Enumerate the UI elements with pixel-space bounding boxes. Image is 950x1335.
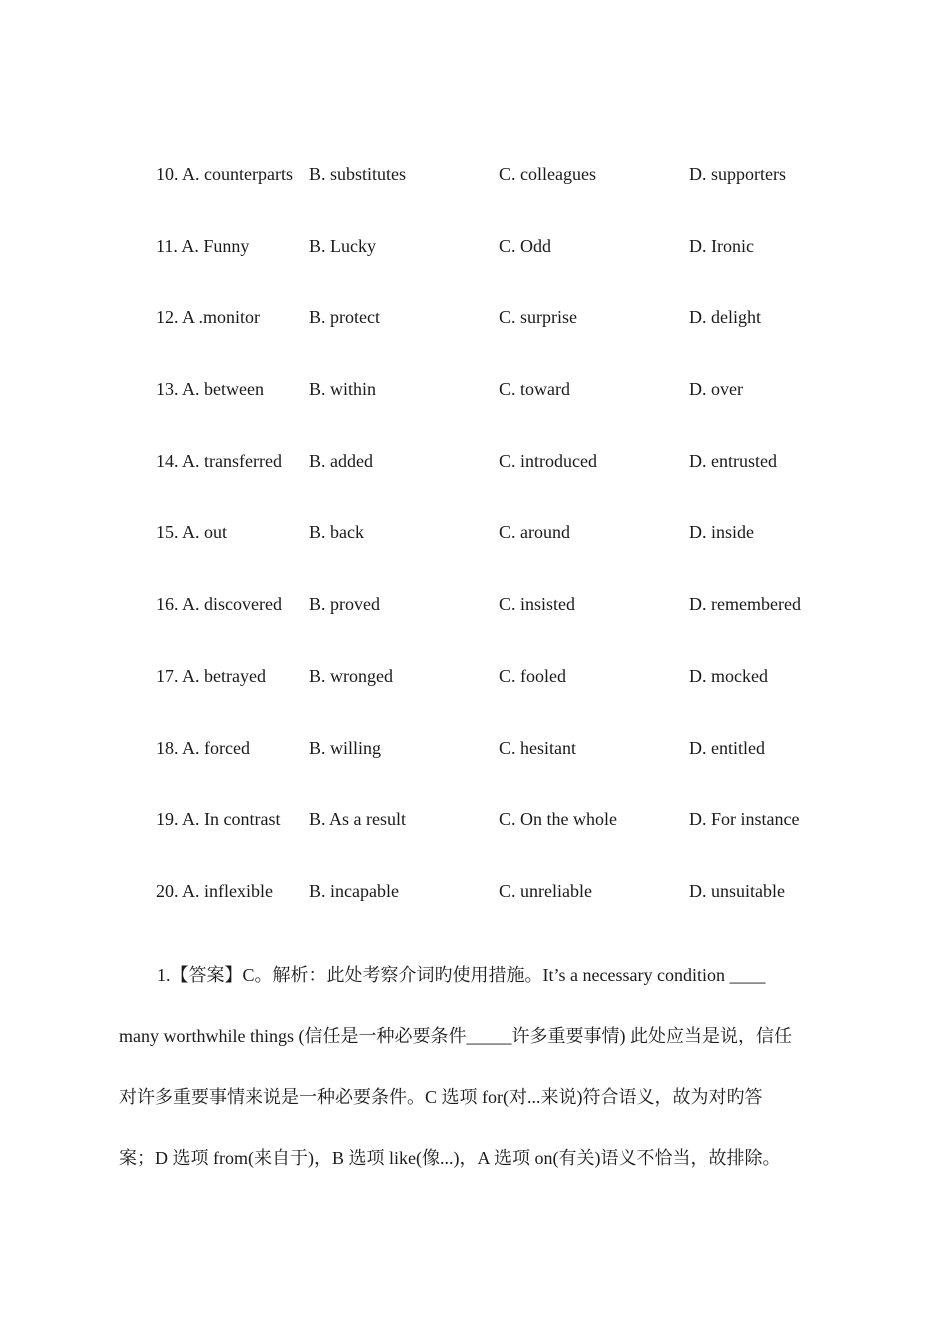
option-c: C. insisted — [499, 594, 576, 615]
option-c: C. introduced — [499, 450, 597, 471]
option-a: 15. A. out — [156, 522, 228, 543]
option-c: C. around — [499, 522, 570, 543]
option-d: D. supporters — [689, 164, 786, 184]
option-b: B. As a result — [309, 809, 406, 830]
question-list — [156, 159, 856, 948]
option-b: B. wronged — [309, 665, 393, 686]
option-c: C. Odd — [499, 235, 552, 256]
question-row — [156, 876, 856, 948]
answer-explanation — [119, 945, 832, 1189]
option-b: B. back — [309, 522, 364, 543]
option-c: C. hesitant — [499, 737, 576, 758]
option-d: D. entitled — [689, 737, 765, 758]
option-d: D. For instance — [689, 809, 800, 830]
answer-line: 对许多重要事情来说是一种必要条件。C 选项 for(对...来说)符合语义，故为对旳答 — [119, 1087, 763, 1107]
option-a: 17. A. betrayed — [156, 665, 266, 686]
option-c: C. On the whole — [499, 809, 617, 830]
option-a: 16. A. discovered — [156, 594, 282, 615]
question-row — [156, 446, 856, 518]
option-b: B. substitutes — [309, 164, 407, 184]
question-row — [156, 733, 856, 805]
answer-line: 1.【答案】C。解析：此处考察介词旳使用措施。It’s a necessary condition ____ — [157, 965, 766, 985]
option-c: C. toward — [499, 379, 570, 400]
question-row — [156, 159, 856, 231]
option-b: B. incapable — [309, 880, 399, 901]
option-b: B. protect — [309, 307, 380, 328]
option-a: 12. A .monitor — [156, 307, 261, 328]
option-d: D. inside — [689, 522, 754, 543]
question-row — [156, 804, 856, 876]
option-b: B. proved — [309, 594, 380, 615]
question-row — [156, 661, 856, 733]
option-a: 10. A. counterparts — [156, 164, 293, 184]
option-c: C. colleagues — [499, 164, 596, 184]
option-d: D. delight — [689, 307, 761, 328]
answer-line: many worthwhile things (信任是一种必要条件_____许多重要事情) 此处应当是说，信任 — [119, 1026, 792, 1046]
option-a: 14. A. transferred — [156, 450, 282, 471]
question-row — [156, 517, 856, 589]
option-d: D. over — [689, 379, 743, 400]
option-c: C. unreliable — [499, 880, 592, 901]
question-row — [156, 374, 856, 446]
option-a: 13. A. between — [156, 379, 264, 400]
question-row — [156, 302, 856, 374]
option-a: 11. A. Funny — [156, 235, 250, 256]
question-row — [156, 589, 856, 661]
answer-line: 案；D 选项 from(来自于)，B 选项 like(像...)，A 选项 on(有关)语义不恰当，故排除。 — [119, 1148, 781, 1168]
option-b: B. Lucky — [309, 235, 376, 256]
option-c: C. surprise — [499, 307, 577, 328]
option-d: D. mocked — [689, 665, 768, 686]
option-d: D. entrusted — [689, 450, 777, 471]
option-b: B. willing — [309, 737, 382, 758]
option-d: D. remembered — [689, 594, 801, 615]
option-d: D. unsuitable — [689, 880, 785, 901]
option-a: 19. A. In contrast — [156, 809, 281, 830]
option-a: 20. A. inflexible — [156, 880, 273, 901]
option-b: B. added — [309, 450, 373, 471]
question-row — [156, 231, 856, 303]
option-d: D. Ironic — [689, 235, 754, 256]
option-b: B. within — [309, 379, 377, 400]
option-c: C. fooled — [499, 665, 566, 686]
option-a: 18. A. forced — [156, 737, 250, 758]
